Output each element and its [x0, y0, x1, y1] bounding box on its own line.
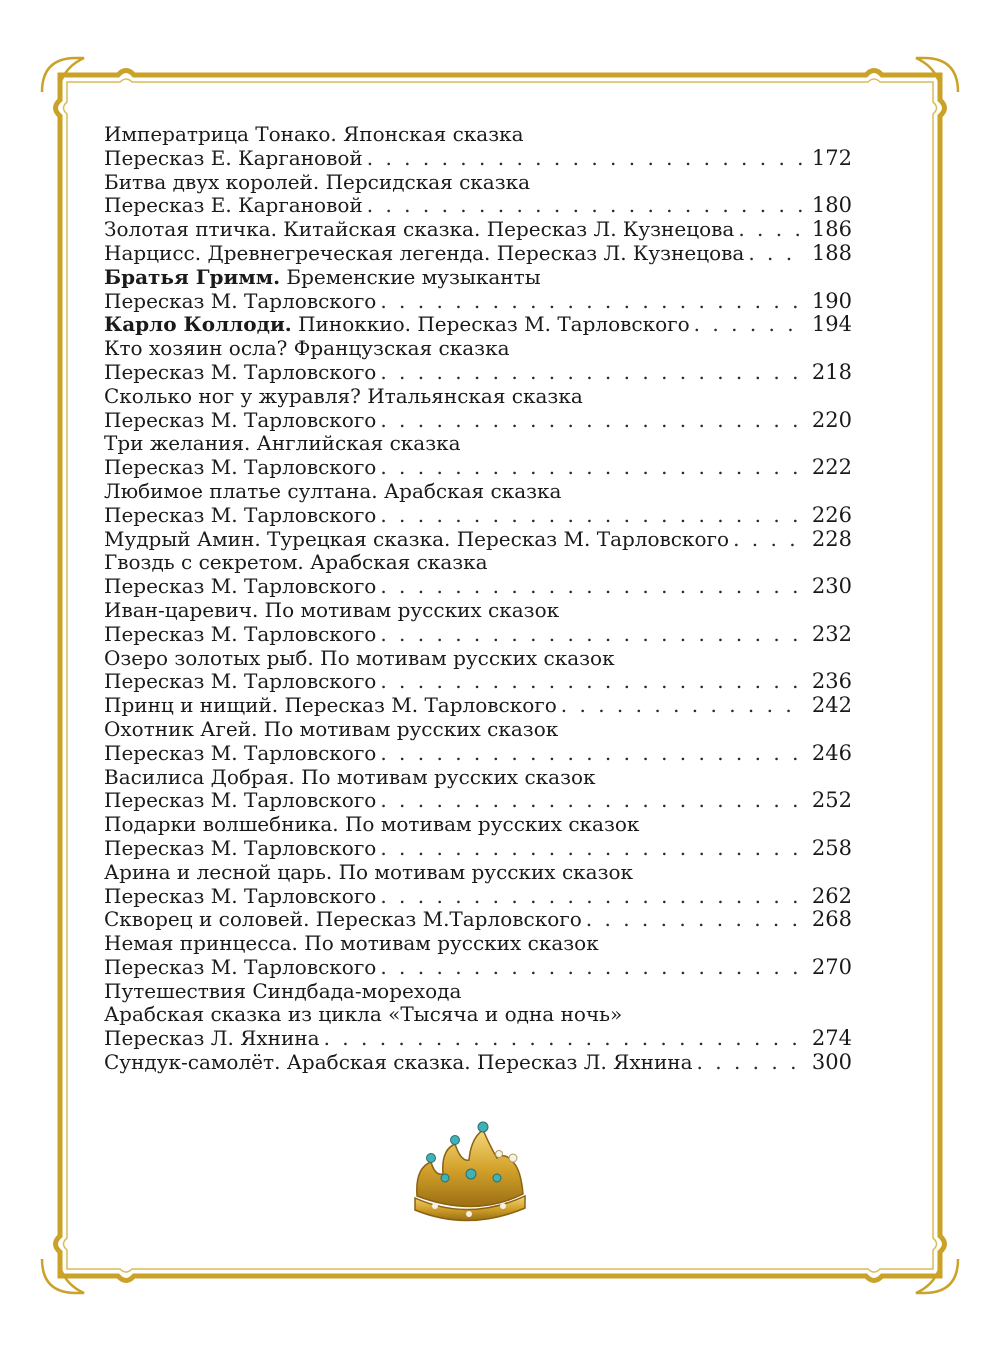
crown-icon — [405, 1118, 535, 1228]
toc-entry — [104, 599, 852, 647]
entry-title — [104, 908, 582, 932]
entry-title — [104, 409, 376, 433]
entry-text: Нарцисс. Древнегреческая легенда. Пересказ Л. Кузнецова — [104, 241, 745, 265]
toc-entry — [104, 932, 852, 980]
toc-line — [104, 766, 852, 790]
entry-title — [104, 218, 734, 242]
entry-text: Пересказ М. Тарловского — [104, 289, 377, 313]
toc-line — [104, 123, 852, 147]
entry-text: Охотник Агей. По мотивам русских сказок — [104, 717, 559, 741]
toc-entry — [104, 813, 852, 861]
toc-entry — [104, 385, 852, 433]
toc-line — [104, 647, 852, 671]
dot-leader — [694, 313, 806, 337]
dot-leader — [380, 290, 806, 314]
entry-title — [104, 742, 376, 766]
entry-text: Пиноккио. Пересказ М. Тарловского — [291, 313, 690, 337]
page-number: 228 — [811, 527, 852, 551]
page-number: 268 — [811, 908, 852, 932]
entry-title — [104, 432, 461, 456]
dot-leader — [380, 409, 806, 433]
toc-entry — [104, 980, 852, 1051]
entry-text: Пересказ Л. Яхнина — [104, 1027, 320, 1051]
toc-line — [104, 171, 852, 195]
entry-title — [104, 1027, 320, 1051]
entry-title — [104, 337, 510, 361]
toc-line — [104, 980, 852, 1004]
toc-line — [104, 742, 852, 766]
entry-title — [104, 123, 524, 147]
entry-title — [104, 194, 363, 218]
entry-title — [104, 837, 376, 861]
toc-line — [104, 837, 852, 861]
page-number: 236 — [811, 670, 852, 694]
dot-leader — [380, 885, 806, 909]
toc-line — [104, 432, 852, 456]
entry-title — [104, 480, 561, 504]
page-number: 270 — [811, 955, 852, 979]
entry-text: Любимое платье султана. Арабская сказка — [104, 479, 562, 503]
toc-line — [104, 290, 852, 314]
dot-leader — [380, 504, 806, 528]
entry-title — [104, 504, 376, 528]
entry-text: Пересказ М. Тарловского — [104, 408, 377, 432]
toc-line — [104, 504, 852, 528]
entry-title — [104, 956, 376, 980]
toc-entry — [104, 718, 852, 766]
toc-line — [104, 194, 852, 218]
dot-leader — [380, 670, 806, 694]
page-number: 242 — [811, 694, 852, 718]
dot-leader — [367, 147, 806, 171]
entry-text: Пересказ М. Тарловского — [104, 503, 377, 527]
toc-line — [104, 147, 852, 171]
entry-title — [104, 361, 376, 385]
entry-text: Пересказ М. Тарловского — [104, 955, 377, 979]
entry-title — [104, 171, 530, 195]
entry-text: Пересказ М. Тарловского — [104, 789, 377, 813]
table-of-contents — [104, 123, 852, 1075]
entry-text: Пересказ М. Тарловского — [104, 670, 377, 694]
dot-leader — [380, 623, 806, 647]
toc-line — [104, 218, 852, 242]
entry-text: Подарки волшебника. По мотивам русских сказок — [104, 813, 640, 837]
entry-title — [104, 885, 376, 909]
toc-entry — [104, 694, 852, 718]
entry-text: Скворец и соловей. Пересказ М.Тарловского — [104, 908, 582, 932]
entry-title — [104, 242, 744, 266]
dot-leader — [697, 1051, 806, 1075]
toc-entry — [104, 647, 852, 695]
toc-line — [104, 789, 852, 813]
entry-title — [104, 980, 461, 1004]
dot-leader — [367, 194, 806, 218]
toc-entry — [104, 766, 852, 814]
toc-line — [104, 623, 852, 647]
page-number: 218 — [811, 360, 852, 384]
toc-entry — [104, 480, 852, 528]
page-number: 246 — [811, 741, 852, 765]
dot-leader — [324, 1027, 806, 1051]
entry-title — [104, 313, 690, 337]
toc-entry — [104, 171, 852, 219]
toc-line — [104, 908, 852, 932]
toc-entry — [104, 1051, 852, 1075]
toc-entry — [104, 313, 852, 337]
entry-author: Карло Коллоди. — [104, 313, 292, 337]
entry-title — [104, 694, 557, 718]
toc-entry — [104, 218, 852, 242]
toc-line — [104, 694, 852, 718]
dot-leader — [738, 218, 806, 242]
entry-text: Путешествия Синдбада-морехода — [104, 979, 462, 1003]
dot-leader — [586, 908, 806, 932]
entry-title — [104, 290, 376, 314]
page-number: 232 — [811, 622, 852, 646]
entry-title — [104, 147, 363, 171]
entry-title — [104, 647, 615, 671]
entry-title — [104, 551, 488, 575]
page-number: 220 — [811, 408, 852, 432]
toc-line — [104, 361, 852, 385]
page-number: 194 — [811, 313, 852, 337]
entry-title — [104, 575, 376, 599]
page-number: 172 — [811, 146, 852, 170]
toc-line — [104, 813, 852, 837]
entry-text: Озеро золотых рыб. По мотивам русских сказок — [104, 646, 615, 670]
toc-line — [104, 385, 852, 409]
page-number: 300 — [811, 1051, 852, 1075]
toc-line — [104, 1003, 852, 1027]
toc-line — [104, 932, 852, 956]
toc-line — [104, 1051, 852, 1075]
toc-line — [104, 670, 852, 694]
entry-author: Братья Гримм. — [104, 265, 281, 289]
toc-line — [104, 242, 852, 266]
toc-line — [104, 337, 852, 361]
entry-text: Пересказ М. Тарловского — [104, 360, 377, 384]
entry-text: Пересказ М. Тарловского — [104, 622, 377, 646]
toc-entry — [104, 337, 852, 385]
entry-text: Кто хозяин осла? Французская сказка — [104, 337, 510, 361]
dot-leader — [380, 742, 806, 766]
page-number: 258 — [811, 836, 852, 860]
entry-text: Мудрый Амин. Турецкая сказка. Пересказ М. Тарловского — [104, 527, 730, 551]
toc-line — [104, 456, 852, 480]
entry-text: Сундук-самолёт. Арабская сказка. Пересказ Л. Яхнина — [104, 1051, 693, 1075]
entry-text: Гвоздь с секретом. Арабская сказка — [104, 551, 488, 575]
entry-text: Сколько ног у журавля? Итальянская сказка — [104, 384, 583, 408]
entry-text: Пересказ М. Тарловского — [104, 884, 377, 908]
toc-line — [104, 575, 852, 599]
toc-line — [104, 1027, 852, 1051]
toc-entry — [104, 861, 852, 909]
entry-title — [104, 766, 596, 790]
entry-text: Пересказ М. Тарловского — [104, 456, 377, 480]
dot-leader — [380, 956, 806, 980]
entry-text: Три желания. Английская сказка — [104, 432, 461, 456]
entry-text: Арина и лесной царь. По мотивам русских сказок — [104, 860, 634, 884]
dot-leader — [380, 456, 806, 480]
entry-text: Императрица Тонако. Японская сказка — [104, 123, 524, 146]
toc-line — [104, 861, 852, 885]
toc-line — [104, 266, 852, 290]
page-number: 274 — [811, 1027, 852, 1051]
entry-title — [104, 599, 559, 623]
entry-text: Иван-царевич. По мотивам русских сказок — [104, 598, 560, 622]
page-number: 262 — [811, 884, 852, 908]
dot-leader — [380, 837, 806, 861]
dot-leader — [380, 789, 806, 813]
dot-leader — [733, 528, 806, 552]
entry-title — [104, 1051, 693, 1075]
toc-entry — [104, 528, 852, 552]
entry-title — [104, 932, 599, 956]
entry-text: Битва двух королей. Персидская сказка — [104, 170, 531, 194]
entry-text: Пересказ Е. Каргановой — [104, 194, 363, 218]
entry-text: Пересказ Е. Каргановой — [104, 146, 363, 170]
page-number: 186 — [811, 218, 852, 242]
page-number: 190 — [811, 289, 852, 313]
entry-text: Немая принцесса. По мотивам русских сказок — [104, 932, 599, 956]
entry-text: Пересказ М. Тарловского — [104, 741, 377, 765]
entry-title — [104, 718, 558, 742]
dot-leader — [748, 242, 806, 266]
entry-title — [104, 1003, 622, 1027]
dot-leader — [561, 694, 806, 718]
toc-line — [104, 409, 852, 433]
toc-line — [104, 551, 852, 575]
entry-title — [104, 385, 583, 409]
entry-text: Золотая птичка. Китайская сказка. Пересказ Л. Кузнецова — [104, 218, 735, 242]
entry-text: Василиса Добрая. По мотивам русских сказок — [104, 765, 596, 789]
page-number: 226 — [811, 503, 852, 527]
entry-title — [104, 789, 376, 813]
page-number: 180 — [811, 194, 852, 218]
toc-line — [104, 528, 852, 552]
page-number: 188 — [811, 241, 852, 265]
entry-title — [104, 670, 376, 694]
toc-line — [104, 718, 852, 742]
entry-title — [104, 456, 376, 480]
entry-title — [104, 266, 541, 290]
toc-line — [104, 599, 852, 623]
page-number: 230 — [811, 575, 852, 599]
entry-title — [104, 813, 639, 837]
entry-text: Принц и нищий. Пересказ М. Тарловского — [104, 694, 557, 718]
toc-entry — [104, 432, 852, 480]
dot-leader — [380, 575, 806, 599]
toc-entry — [104, 551, 852, 599]
entry-title — [104, 861, 633, 885]
entry-title — [104, 528, 729, 552]
toc-entry — [104, 242, 852, 266]
page-number: 222 — [811, 456, 852, 480]
toc-entry — [104, 123, 852, 171]
toc-line — [104, 480, 852, 504]
entry-title — [104, 623, 376, 647]
entry-text: Арабская сказка из цикла «Тысяча и одна ночь» — [104, 1003, 623, 1027]
toc-line — [104, 885, 852, 909]
entry-text: Бременские музыканты — [280, 265, 541, 289]
dot-leader — [380, 361, 806, 385]
entry-text: Пересказ М. Тарловского — [104, 836, 377, 860]
toc-line — [104, 313, 852, 337]
toc-entry — [104, 908, 852, 932]
page-number: 252 — [811, 789, 852, 813]
toc-entry — [104, 266, 852, 314]
toc-line — [104, 956, 852, 980]
entry-text: Пересказ М. Тарловского — [104, 575, 377, 599]
